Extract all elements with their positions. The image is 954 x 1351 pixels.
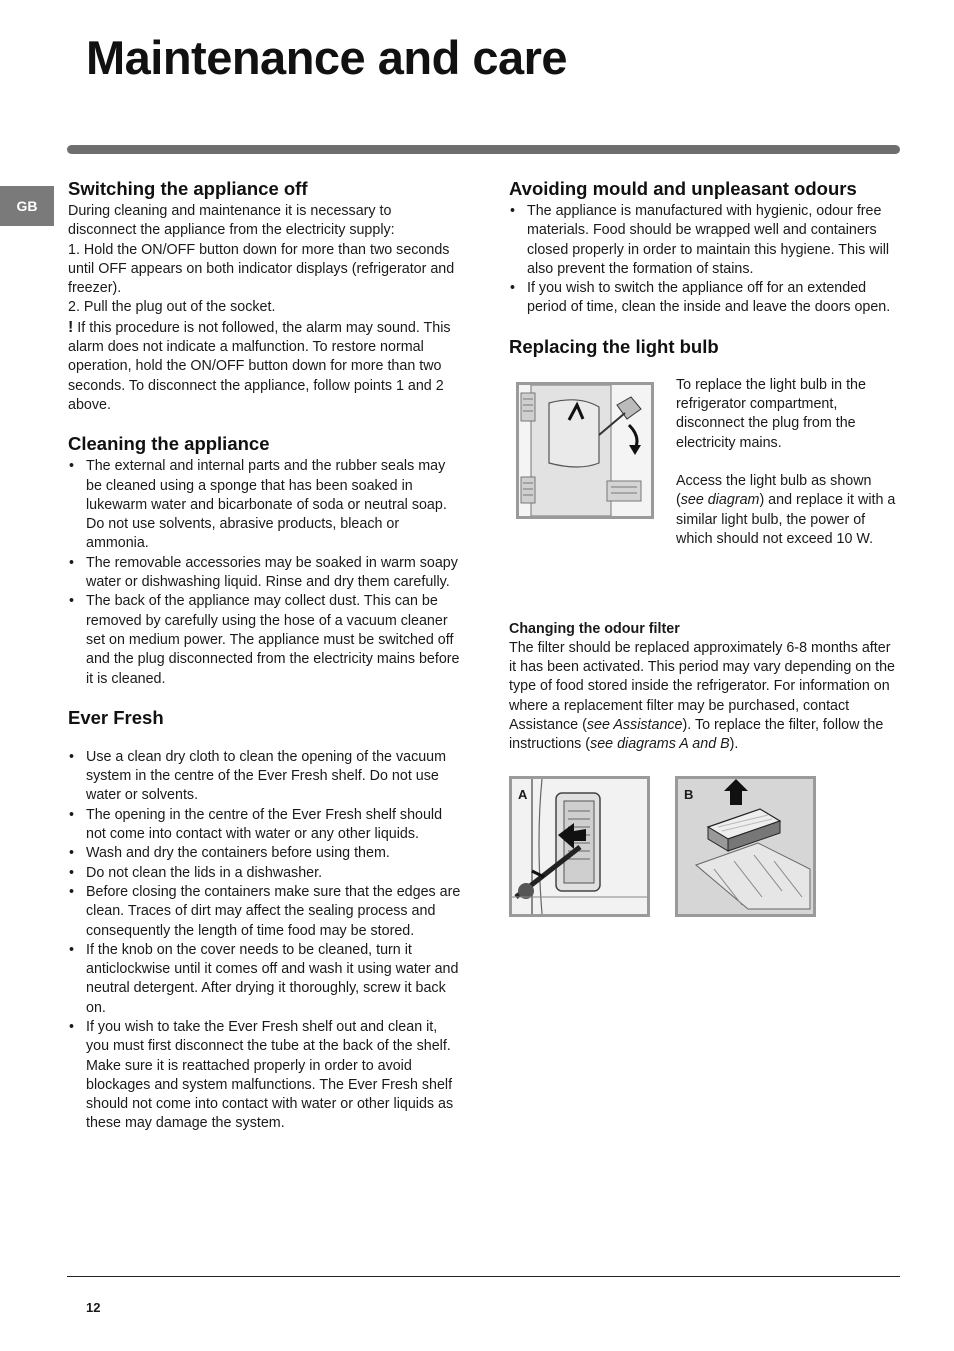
footer-rule bbox=[67, 1276, 900, 1277]
title-rule bbox=[67, 145, 900, 154]
list-item: • If you wish to take the Ever Fresh shelf out and clean it, you must first disconnect the tube at the back of the shelf. Make sure it is reattached properly in order to avoid blockages and system malfunctions. The Ever Fresh shelf should not come into contact with water or other liquids as these may damage the system. bbox=[68, 1018, 463, 1134]
list-item: • If the knob on the cover needs to be cleaned, turn it anticlockwise until it comes off and wash it using water and neutral detergent. After drying it thoroughly, screw it back on. bbox=[68, 941, 463, 1018]
cleaning-heading: Cleaning the appliance bbox=[68, 433, 270, 455]
diagram-b-label: B bbox=[684, 786, 694, 802]
list-item: • The removable accessories may be soaked in warm soapy water or dishwashing liquid. Rinse and dry them carefully. bbox=[68, 554, 463, 593]
filter-diagram-a bbox=[509, 776, 650, 917]
light-bulb-illustration bbox=[519, 385, 651, 516]
list-item: • The appliance is manufactured with hygienic, odour free materials. Food should be wrapped well and containers closed properly in order to maintain this hygiene. This will also prevent the formation of stains. bbox=[509, 202, 901, 279]
switching-intro: During cleaning and maintenance it is necessary to disconnect the appliance from the electricity supply: bbox=[68, 203, 395, 239]
filter-illustration-b bbox=[678, 779, 813, 914]
list-item: • Use a clean dry cloth to clean the opening of the vacuum system in the centre of the Ever Fresh shelf. Do not use water or solvents. bbox=[68, 748, 463, 806]
warning-icon: ! bbox=[68, 318, 74, 336]
right-column bbox=[509, 178, 901, 918]
switching-heading: Switching the appliance off bbox=[68, 178, 308, 199]
mould-heading: Avoiding mould and unpleasant odours bbox=[509, 178, 857, 199]
odour-text-em2: see diagrams A and B bbox=[590, 736, 730, 753]
switching-warning bbox=[68, 318, 463, 415]
odour-text-c: ). bbox=[729, 736, 739, 753]
list-item: • The external and internal parts and the rubber seals may be cleaned using a sponge that has been soaked in lukewarm water and bicarbonate of soda or neutral soap. Do not use solvents, abrasive products, bleach or ammonia. bbox=[68, 457, 463, 553]
bulb-para-2 bbox=[676, 472, 901, 549]
list-item: • Wash and dry the containers before using them. bbox=[68, 844, 463, 863]
odour-text-a: The filter should be replaced approximately 6-8 months after it has been activated. This period may vary depending on the type of food stored inside the refrigerator. For information on where a replacement filter may be purchased, contact Assistance ( bbox=[509, 639, 895, 733]
bulb-para-1: To replace the light bulb in the refrigerator compartment, disconnect the plug from the electricity mains. bbox=[676, 376, 866, 451]
list-item: • Before closing the containers make sure that the edges are clean. Traces of dirt may affect the sealing process and consequently the length of time food may be stored. bbox=[68, 883, 463, 941]
diagram-a-label: A bbox=[518, 786, 528, 802]
filter-diagrams bbox=[509, 776, 901, 918]
page-title: Maintenance and care bbox=[86, 31, 568, 84]
left-column bbox=[68, 178, 463, 1152]
switching-section bbox=[68, 178, 463, 415]
list-item: • Do not clean the lids in a dishwasher. bbox=[68, 864, 463, 883]
cleaning-list bbox=[68, 457, 463, 689]
cleaning-section bbox=[68, 433, 463, 689]
list-item: • If you wish to switch the appliance off for an extended period of time, clean the inside and leave the doors open. bbox=[509, 279, 901, 318]
bulb-instructions bbox=[676, 376, 901, 549]
mould-list bbox=[509, 202, 901, 318]
odour-heading: Changing the odour filter bbox=[509, 620, 680, 637]
mould-section bbox=[509, 178, 901, 318]
bulb-para-2-em: see diagram bbox=[680, 492, 760, 509]
list-item: • The opening in the centre of the Ever Fresh shelf should not come into contact with water or any other liquids. bbox=[68, 806, 463, 845]
odour-text-b: ). To replace the filter, follow the instructions ( bbox=[509, 716, 884, 753]
odour-text-em1: see Assistance bbox=[586, 716, 683, 733]
filter-illustration-a bbox=[512, 779, 647, 914]
bulb-heading: Replacing the light bulb bbox=[509, 335, 719, 357]
language-tab: GB bbox=[0, 186, 54, 226]
list-item: • The back of the appliance may collect dust. This can be removed by carefully using the hose of a vacuum cleaner set on medium power. The appliance must be switched off and the plug disconnected from the electricity mains before it is cleaned. bbox=[68, 592, 463, 688]
switching-step-2: 2. Pull the plug out of the socket. bbox=[68, 299, 276, 316]
bulb-para-2-b: ) and replace it with a similar light bulb, the power of which should not exceed 10 W. bbox=[676, 492, 896, 547]
switching-step-1: 1. Hold the ON/OFF button down for more than two seconds until OFF appears on both indicator displays (refrigerator and freezer). bbox=[68, 241, 455, 297]
bulb-block bbox=[509, 360, 901, 620]
everfresh-heading: Ever Fresh bbox=[68, 706, 164, 728]
everfresh-list bbox=[68, 748, 463, 1134]
everfresh-section bbox=[68, 707, 463, 1134]
switching-warning-text: If this procedure is not followed, the alarm may sound. This alarm does not indicate a malfunction. To restore normal operation, hold the ON/OFF button down for more than two seconds. To disconnect the appliance, follow points 1 and 2 above. bbox=[68, 319, 451, 413]
light-bulb-diagram bbox=[516, 382, 654, 519]
bulb-para-2-a: Access the light bulb as shown ( bbox=[676, 472, 872, 509]
odour-text bbox=[509, 639, 901, 755]
page-number: 12 bbox=[86, 1300, 101, 1315]
filter-diagram-b bbox=[675, 776, 816, 917]
